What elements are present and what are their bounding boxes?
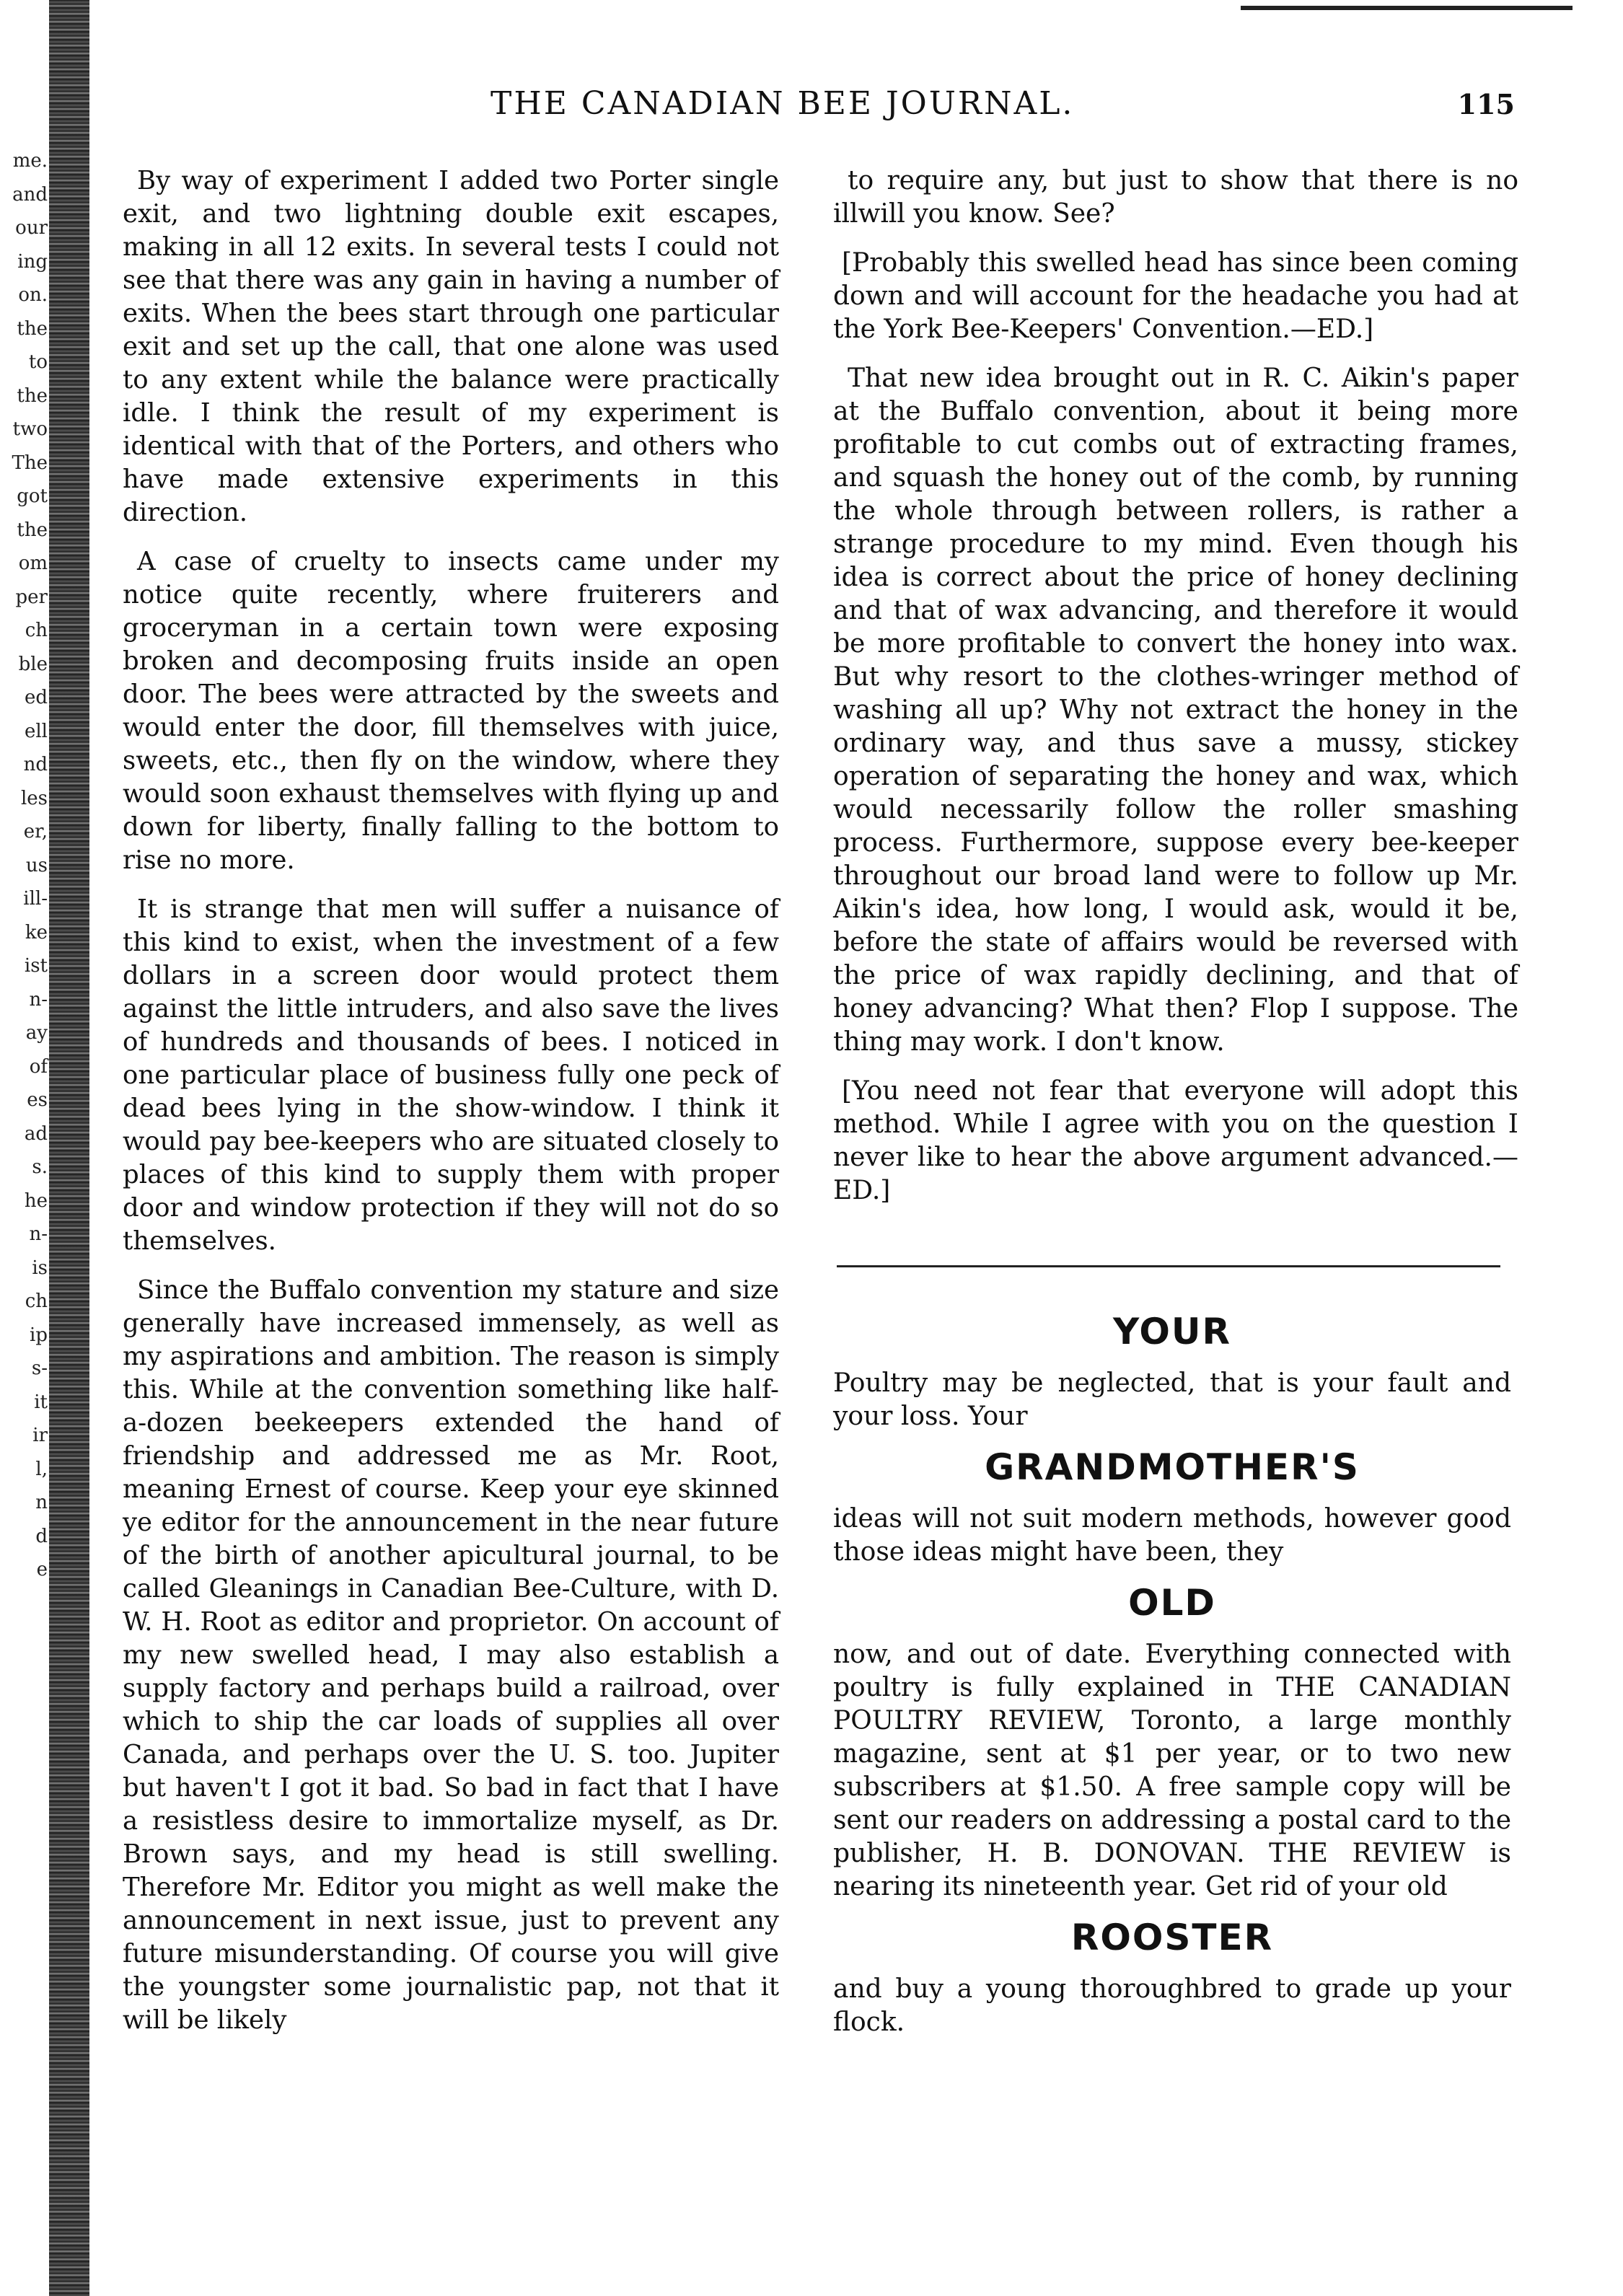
- paragraph: By way of experiment I added two Porter single exit, and two lightning double exit escapes, making in all 12 exits. In several tests I could not see that there was any gain in having a number of exits. When the bees start through one particular exit and set up the call, that one alone was used to any extent while the balance were practically idle. I think the result of my experiment is identical with that of the Porters, and others who have made extensive experiments in this direction.: [123, 166, 779, 527]
- margin-fragment: of: [29, 1055, 48, 1078]
- margin-fragment: it: [34, 1391, 48, 1413]
- margin-fragment: n-: [29, 1223, 48, 1245]
- margin-fragment: ir: [32, 1425, 48, 1446]
- margin-fragment: ip: [30, 1324, 48, 1346]
- page-header: [108, 85, 1522, 136]
- margin-fragment: and: [12, 183, 48, 206]
- poultry-advertisement: [833, 1311, 1511, 2039]
- margin-fragment: n-: [29, 988, 48, 1011]
- paragraph: Since the Buffalo convention my stature and size generally have increased immensely, as well as my aspirations and ambition. The reason is simply this. While at the convention something like half-a-dozen beekeepers extended the hand of friendship and addressed me as Mr. Root, meaning Ernest of course. Keep your eye skinned ye editor for the announcement in the near future of the birth of another apicultural journal, to be called Gleanings in Canadian Bee-Culture, with D. W. H. Root as editor and proprietor. On account of my new swelled head, I may also establish a supply factory and perhaps build a railroad, over which to ship the car loads of supplies all over Canada, and perhaps over the U. S. too. Jupiter but haven't I got it bad. So bad in fact that I have a resistless desire to immortalize myself, as Dr. Brown says, and my head is still swelling. Therefore Mr. Editor you might as well make the announcement in next issue, just to prevent any future misunderstanding. Of course you will give the youngster some journalistic pap, not that it will be likely: [123, 1275, 779, 2035]
- left-column: [123, 164, 779, 2053]
- right-column: [833, 164, 1518, 2046]
- margin-fragment: two: [12, 418, 48, 440]
- margin-fragment: is: [32, 1257, 48, 1279]
- margin-fragment: ble: [18, 653, 48, 675]
- margin-fragment: me.: [12, 150, 48, 172]
- margin-fragment: s.: [32, 1156, 48, 1178]
- margin-fragment: ke: [25, 921, 48, 944]
- margin-fragment: ad: [24, 1122, 48, 1145]
- margin-fragment: l,: [35, 1458, 48, 1480]
- ad-text: now, and out of date. Everything connected with poultry is fully explained in THE CANADIAN POULTRY REVIEW, Toronto, a large monthly magazine, sent at $1 per year, or to two new subscribers at $1.50. A free sample copy will be sent our readers on addressing a postal card to the publisher, H. B. DONOVAN. THE REVIEW is nearing its nineteenth year. Get rid of your old: [833, 1640, 1511, 1901]
- ad-text: and buy a young thoroughbred to grade up your flock.: [833, 1974, 1511, 2037]
- ad-headline-rooster: ROOSTER: [1070, 1917, 1274, 1958]
- margin-fragment: ing: [17, 250, 48, 273]
- margin-fragment: The: [12, 452, 48, 474]
- editor-note: [Probably this swelled head has since been coming down and will account for the headache you had at the York Bee-Keepers' Convention.—ED.]: [833, 248, 1518, 344]
- margin-fragment: the: [17, 384, 48, 407]
- margin-bleed-text: [4, 144, 48, 1587]
- paragraph: That new idea brought out in R. C. Aikin's paper at the Buffalo convention, about it being more profitable to cut combs out of extracting frames, and squash the honey out of the comb, by running the whole through between rollers, is rather a strange procedure to my mind. Even though his idea is correct about the price of honey declining and that of wax advancing, and therefore it would be more profitable to convert the honey into wax. But why resort to the clothes-wringer method of washing all up? Why not extract the honey in the ordinary way, and thus save a mussy, stickey operation of separating the honey and wax, which would necessarily follow the roller smashing process. Furthermore, suppose every bee-keeper throughout our broad land were to follow up Mr. Aikin's idea, how long, I would ask, would it be, before the state of affairs would be reversed with the price of wax rapidly declining, and that of honey advancing? What then? Flop I suppose. The thing may work. I don't know.: [833, 364, 1518, 1057]
- top-edge-rule: [1241, 6, 1573, 10]
- paragraph: to require any, but just to show that there is no illwill you know. See?: [833, 166, 1518, 229]
- margin-fragment: ay: [25, 1022, 48, 1044]
- margin-fragment: er,: [23, 821, 48, 843]
- margin-fragment: the: [17, 317, 48, 340]
- margin-fragment: les: [20, 787, 48, 809]
- margin-fragment: per: [15, 586, 48, 608]
- margin-fragment: ell: [24, 720, 48, 742]
- margin-fragment: to: [28, 351, 48, 373]
- margin-fragment: ed: [24, 687, 48, 708]
- ad-headline-grandmothers: GRANDMOTHER'S: [985, 1446, 1360, 1488]
- margin-fragment: us: [25, 854, 48, 876]
- ad-text: ideas will not suit modern methods, however good those ideas might have been, they: [833, 1504, 1511, 1567]
- ad-headline-old: OLD: [1128, 1582, 1216, 1624]
- section-divider: [837, 1265, 1500, 1267]
- margin-fragment: our: [15, 217, 48, 239]
- margin-fragment: es: [27, 1089, 48, 1111]
- margin-fragment: e: [36, 1559, 48, 1580]
- margin-fragment: om: [18, 553, 48, 574]
- paragraph: A case of cruelty to insects came under my notice quite recently, where fruiterers and groceryman in a certain town were exposing broken and decomposing fruits inside an open door. The bees were attracted by the sweets and would enter the door, fill themselves with juice, sweets, etc., then fly on the window, where they would soon exhaust themselves with flying up and down for liberty, finally falling to the bottom to rise no more.: [123, 547, 779, 875]
- editor-note: [You need not fear that everyone will adopt this method. While I agree with you on the question I never like to hear the above argument advanced.—ED.]: [833, 1076, 1518, 1205]
- margin-fragment: got: [17, 485, 48, 507]
- margin-fragment: ch: [25, 1290, 48, 1312]
- margin-fragment: on.: [18, 284, 48, 306]
- margin-fragment: ist: [24, 955, 48, 977]
- running-title: THE CANADIAN BEE JOURNAL.: [491, 85, 1075, 122]
- page-number: 115: [1457, 88, 1515, 120]
- margin-fragment: ch: [25, 620, 48, 641]
- margin-fragment: ill-: [23, 888, 48, 910]
- margin-fragment: he: [24, 1189, 48, 1212]
- margin-fragment: s-: [31, 1358, 48, 1379]
- ad-headline-your: YOUR: [1112, 1311, 1232, 1352]
- margin-fragment: n: [35, 1492, 48, 1513]
- margin-fragment: d: [35, 1525, 48, 1547]
- ad-text: Poultry may be neglected, that is your fault and your loss. Your: [833, 1368, 1511, 1431]
- page-binding-edge: [49, 0, 89, 2296]
- margin-fragment: the: [17, 519, 48, 541]
- paragraph: It is strange that men will suffer a nuisance of this kind to exist, when the investment of a few dollars in a screen door would protect them against the little intruders, and also save the lives of hundreds and thousands of bees. I noticed in one particular place of business fully one peck of dead bees lying in the show-window. I think it would pay bee-keepers who are situated closely to places of this kind to supply them with proper door and window protection if they will not do so themselves.: [123, 894, 779, 1256]
- margin-fragment: nd: [23, 754, 48, 775]
